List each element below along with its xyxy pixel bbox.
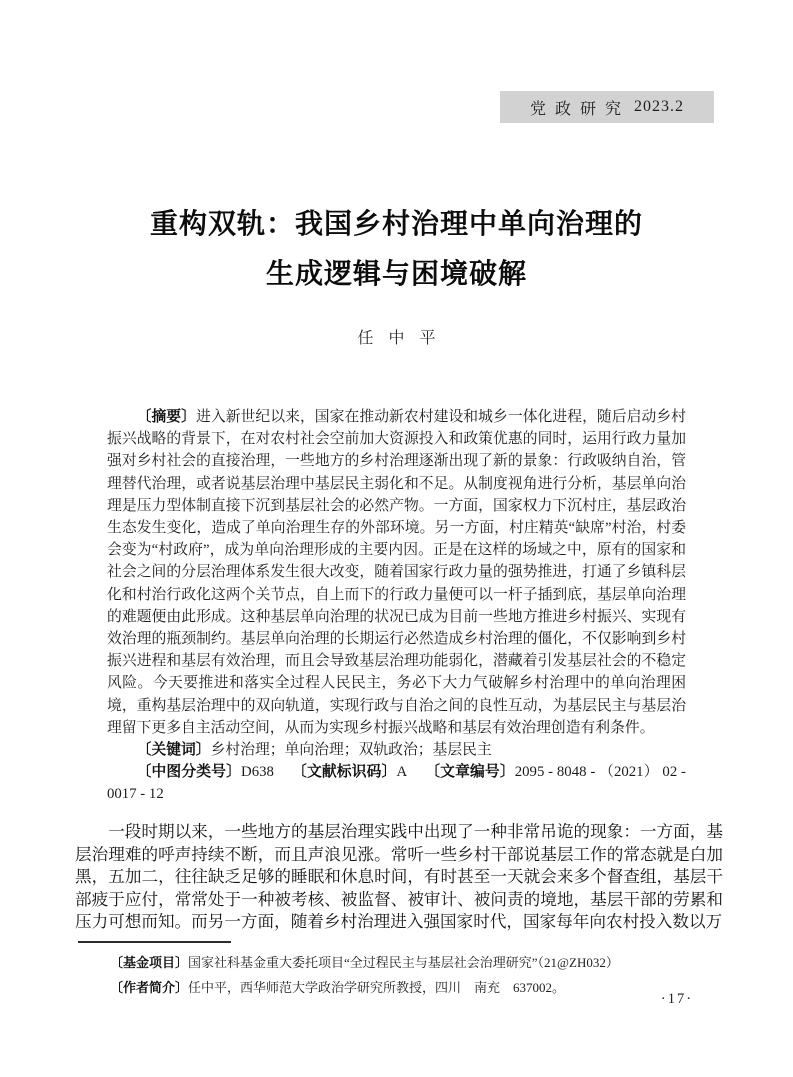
article-title-line1: 重构双轨：我国乡村治理中单向治理的 [149,208,643,239]
journal-header-box [500,91,714,123]
fund-project-label: 〔基金项目〕 [110,955,189,970]
author-bio-line [76,975,726,1000]
article-title-line2: 生成逻辑与困境破解 [265,258,527,289]
keywords-text: 乡村治理；单向治理；双轨政治；基层民主 [210,742,492,759]
classification-line [107,761,686,805]
front-matter [107,406,686,806]
fund-project-text: 国家社科基金重大委托项目“全过程民主与基层社会治理研究”（21@ZH032） [188,955,619,970]
doc-code-value: A [396,764,408,781]
body-text-block [75,821,723,934]
clc-value: D638 [241,764,274,781]
body-paragraph: 一段时期以来，一些地方的基层治理实践中出现了一种非常吊诡的现象：一方面，基层治理难的呼声持续不断，而且声浪见涨。常听一些乡村干部说基层工作的常态就是白加黑，五加二，往往缺乏足够的睡眠和休息时间，有时甚至一天就会来多个督查组，基层干部疲于应付，常常处于一种被考核、被监督、被审计、被问责的境地，基层干部的劳累和压力可想而知。而另一方面，随着乡村治理进入强国家时代，国家每年向农村投入数以万 [75,822,723,931]
keywords-label: 〔关键词〕 [136,742,211,759]
page-number: ·17· [660,991,694,1007]
keywords-line [107,739,686,761]
abstract-label: 〔摘要〕 [136,409,196,425]
journal-issue: 2023.2 [634,98,684,115]
journal-name: 党政研究 [529,100,630,118]
clc-label: 〔中图分类号〕 [136,764,242,781]
article-title [0,199,793,299]
article-id-label: 〔文章编号〕 [425,764,515,781]
article-id-value: 2095 - 8048 - （2021） 02 - 0017 - 12 [107,764,686,803]
abstract-paragraph [107,406,686,739]
footnote-separator [78,941,231,943]
author-name: 任中平 [357,330,451,347]
author-bio-text: 任中平，西华师范大学政治学研究所教授，四川 南充 637002。 [188,980,566,995]
fund-project-line [76,950,726,975]
abstract-text: 进入新世纪以来，国家在推动新农村建设和城乡一体化进程，随后启动乡村振兴战略的背景下，在对农村社会空前加大资源投入和政策优惠的同时，运用行政力量加强对乡村社会的直接治理，一些地方的乡村治理逐渐出现了新的景象：行政吸纳自治，管理替代治理，或者说基层治理中基层民主弱化和不足。从制度视角进行分析，基层单向治理是压力型体制直接下沉到基层社会的必然产物。一方面，国家权力下沉村庄，基层政治生态发生变化，造成了单向治理生存的外部环境。另一方面，村庄精英“缺席”村治，村委会变为“村政府”，成为单向治理形成的主要内因。正是在这样的场域之中，原有的国家和社会之间的分层治理体系发生很大改变，随着国家行政力量的强势推进，打通了乡镇科层化和村治行政化这两个关节点，自上而下的行政力量便可以一杆子插到底，基层单向治理的难题便由此形成。这种基层单向治理的状况已成为目前一些地方推进乡村振兴、实现有效治理的瓶颈制约。基层单向治理的长期运行必然造成乡村治理的僵化，不仅影响到乡村振兴进程和基层有效治理，而且会导致基层治理功能弱化，潜藏着引发基层社会的不稳定风险。今天要推进和落实全过程人民民主，务必下大力气破解乡村治理中的单向治理困境，重构基层治理中的双向轨道，实现行政与自治之间的良性互动，为基层民主与基层治理留下更多自主活动空间，从而为实现乡村振兴战略和基层有效治理创造有利条件。 [107,409,686,736]
doc-code-label: 〔文献标识码〕 [291,764,397,781]
footnotes-block [76,950,726,1000]
author-bio-label: 〔作者简介〕 [110,980,189,995]
